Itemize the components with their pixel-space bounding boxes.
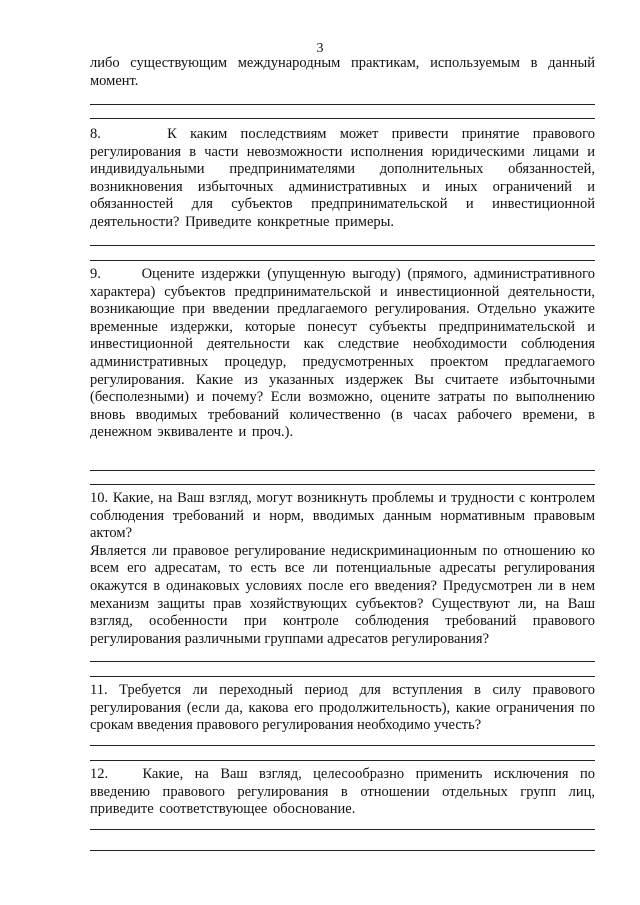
- question-10: [90, 490, 595, 648]
- question-separator: [90, 260, 595, 261]
- question-11: [90, 682, 595, 735]
- question-text: [90, 682, 595, 735]
- question-body: Какие, на Ваш взгляд, целесообразно применить исключения по введению правового регулирования в отношении отдельных групп лиц, приведите соответствующее обоснование.: [90, 766, 595, 818]
- question-number: 11.: [90, 682, 108, 698]
- page-number: 3: [316, 41, 324, 56]
- continuation-text: [90, 55, 595, 90]
- question-number: 12.: [90, 766, 109, 782]
- question-body: Требуется ли переходный период для вступления в силу правового регулирования (если да, какова его продолжительность), какие ограничения по срокам введения правового регулирования необходимо учесть?: [90, 682, 596, 734]
- question-8: [90, 126, 595, 232]
- continuation-paragraph: либо существующим международным практикам, используемым в данный момент.: [90, 55, 595, 89]
- answer-line: [90, 470, 595, 471]
- answer-line: [90, 661, 595, 662]
- question-subparagraph: Является ли правовое регулирование недискриминационным по отношению ко всем его адресатам, то есть все ли потенциальные адресаты регулирования окажутся в одинаковых условиях после его введения? Предусмотрен ли в нем механизм защиты прав хозяйствующих субъектов? Существуют ли, на Ваш взгляд, особенности при контроле соблюдения требований правового регулирования различными группами адресатов регулирования?: [90, 542, 595, 647]
- question-body: Какие, на Ваш взгляд, могут возникнуть проблемы и трудности с контролем соблюдения требований и норм, вводимых данным нормативным правовым актом?: [90, 490, 596, 542]
- question-text: [90, 766, 595, 819]
- answer-line: [90, 245, 595, 246]
- question-separator: [90, 676, 595, 677]
- question-number: 9.: [90, 266, 101, 282]
- question-body: К каким последствиям может привести принятие правового регулирования в части невозможности исполнения юридическими лицами и индивидуальными предпринимателями дополнительных обязанностей, возникновения избыточных административных и иных ограничений и обязанностей для субъектов предпринимательской и инвестиционной деятельности? Приведите конкретные примеры.: [90, 126, 595, 230]
- question-separator: [90, 760, 595, 761]
- answer-line: [90, 104, 595, 105]
- question-number: 8.: [90, 126, 101, 142]
- question-separator: [90, 118, 595, 119]
- question-separator: [90, 484, 595, 485]
- answer-line: [90, 829, 595, 830]
- answer-line: [90, 745, 595, 746]
- question-body: Оцените издержки (упущенную выгоду) (прямого, административного характера) субъектов предпринимательской и инвестиционной деятельности, возникающие при введении предлагаемого регулирования. Отдельно укажите временные издержки, которые понесут субъекты предпринимательской и инвестиционной деятельности как следствие необходимости соблюдения административных процедур, предусмотренных проектом предлагаемого регулирования. Какие из указанных издержек Вы считаете избыточными (бесполезными) и почему? Если возможно, оцените затраты по выполнению вновь вводимых требований количественно (в часах рабочего времени, в денежном эквиваленте и проч.).: [90, 266, 595, 441]
- question-text: [90, 126, 595, 232]
- question-12: [90, 766, 595, 819]
- question-9: [90, 266, 595, 442]
- question-text: [90, 266, 595, 442]
- question-text: [90, 490, 595, 543]
- question-number: 10.: [90, 490, 109, 506]
- answer-line: [90, 850, 595, 851]
